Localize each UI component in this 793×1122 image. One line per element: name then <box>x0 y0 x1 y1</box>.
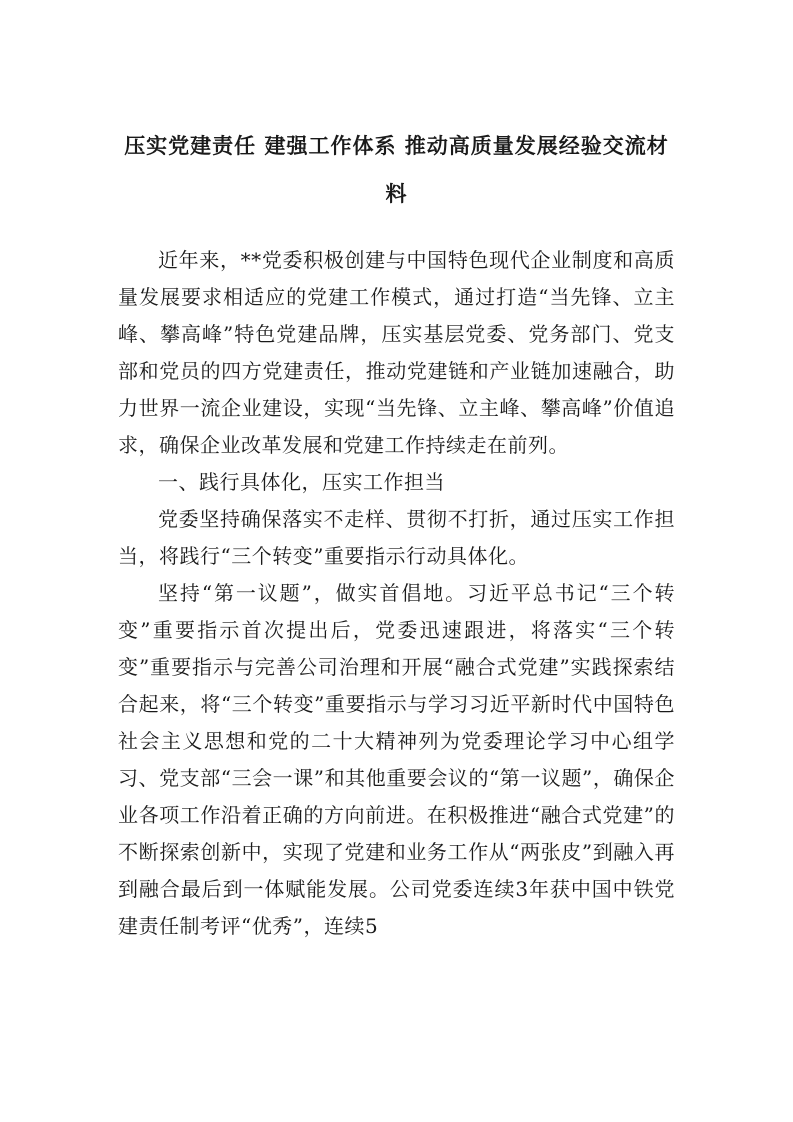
body-paragraph: 党委坚持确保落实不走样、贯彻不打折，通过压实工作担当，将践行“三个转变”重要指示行动具体化。 <box>118 507 675 568</box>
intro-paragraph: 近年来，**党委积极创建与中国特色现代企业制度和高质量发展要求相适应的党建工作模式，通过打造“当先锋、立主峰、攀高峰”特色党建品牌，压实基层党委、党务部门、党支部和党员的四方党建责任，推动党建链和产业链加速融合，助力世界一流企业建设，实现“当先锋、立主峰、攀高峰”价值追求，确保企业改革发展和党建工作持续走在前列。 <box>118 248 675 457</box>
body-paragraph: 坚持“第一议题”，做实首倡地。习近平总书记“三个转变”重要指示首次提出后，党委迅速跟进，将落实“三个转变”重要指示与完善公司治理和开展“融合式党建”实践探索结合起来，将“三个转变”重要指示与学习习近平新时代中国特色社会主义思想和党的二十大精神列为党委理论学习中心组学习、党支部“三会一课”和其他重要会议的“第一议题”，确保企业各项工作沿着正确的方向前进。在积极推进“融合式党建”的不断探索创新中，实现了党建和业务工作从“两张皮”到融入再到融合最后到一体赋能发展。公司党委连续3年获中国中铁党建责任制考评“优秀”，连续5 <box>118 581 675 938</box>
document-title: 压实党建责任 建强工作体系 推动高质量发展经验交流材料 <box>124 134 669 206</box>
document-body <box>118 242 675 945</box>
section-heading: 一、践行具体化，压实工作担当 <box>158 470 445 494</box>
